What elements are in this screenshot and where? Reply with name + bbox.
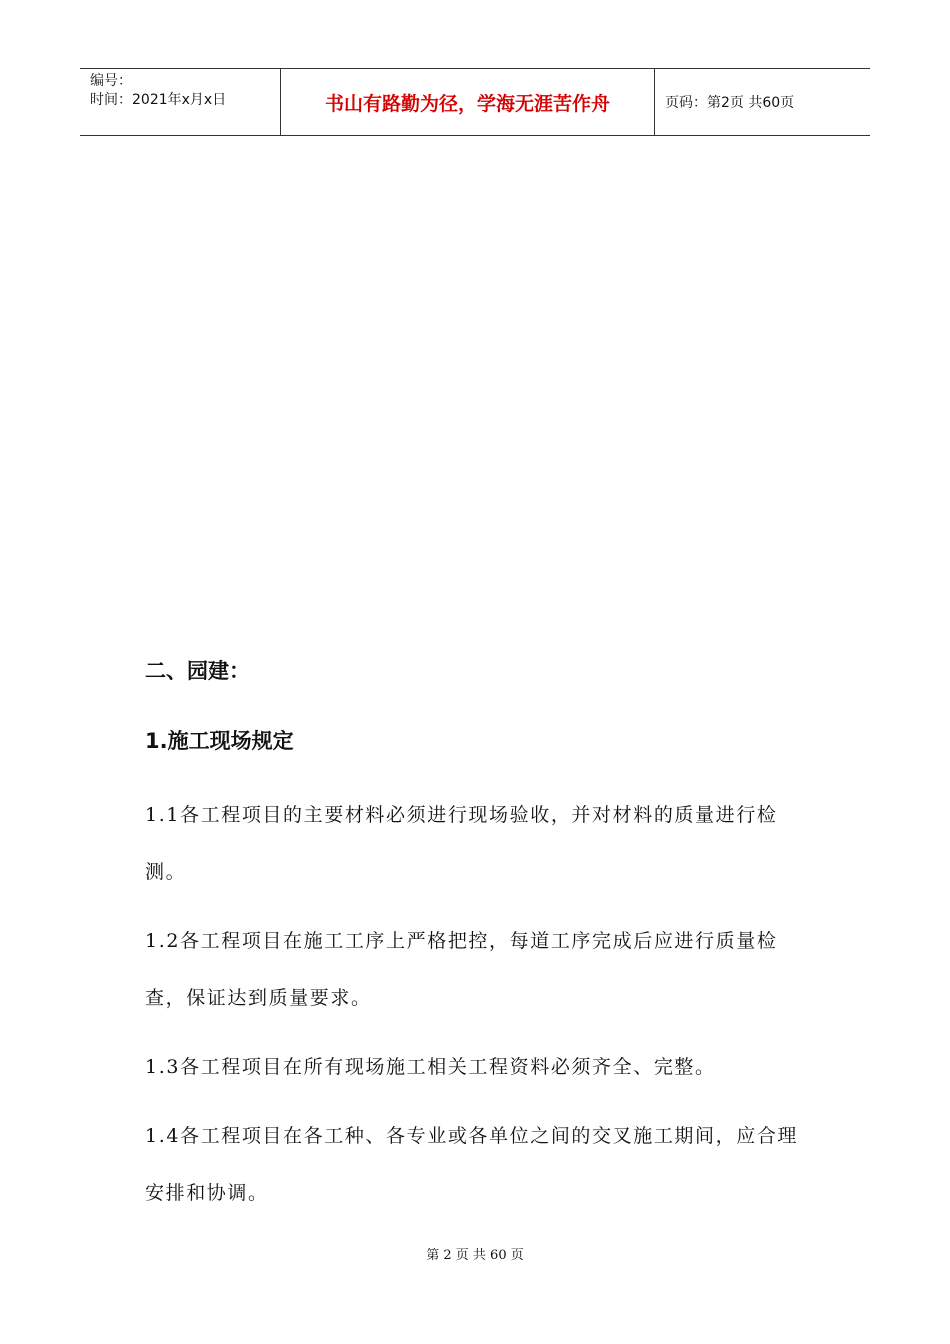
page-footer: 第 2 页 共 60 页 bbox=[426, 1248, 524, 1263]
header-page-info: 页码：第2页 共60页 bbox=[665, 95, 795, 111]
document-body bbox=[145, 650, 810, 1234]
section-heading: 二、园建： bbox=[145, 659, 250, 683]
header-motto: 书山有路勤为径，学海无涯苦作舟 bbox=[281, 69, 655, 135]
document-date: 时间：2021年x月x日 bbox=[90, 92, 227, 108]
paragraph: 1.2各工程项目在施工工序上严格把控，每道工序完成后应进行质量检查，保证达到质量要求。 bbox=[145, 930, 778, 1009]
document-number-label: 编号： bbox=[90, 73, 132, 89]
subsection-heading: 1.施工现场规定 bbox=[145, 729, 294, 753]
paragraph: 1.4各工程项目在各工种、各专业或各单位之间的交叉施工期间，应合理安排和协调。 bbox=[145, 1125, 799, 1204]
page-header bbox=[80, 68, 870, 136]
header-meta bbox=[80, 69, 281, 135]
paragraph: 1.1各工程项目的主要材料必须进行现场验收，并对材料的质量进行检测。 bbox=[145, 804, 778, 883]
paragraph: 1.3各工程项目在所有现场施工相关工程资料必须齐全、完整。 bbox=[145, 1056, 716, 1078]
